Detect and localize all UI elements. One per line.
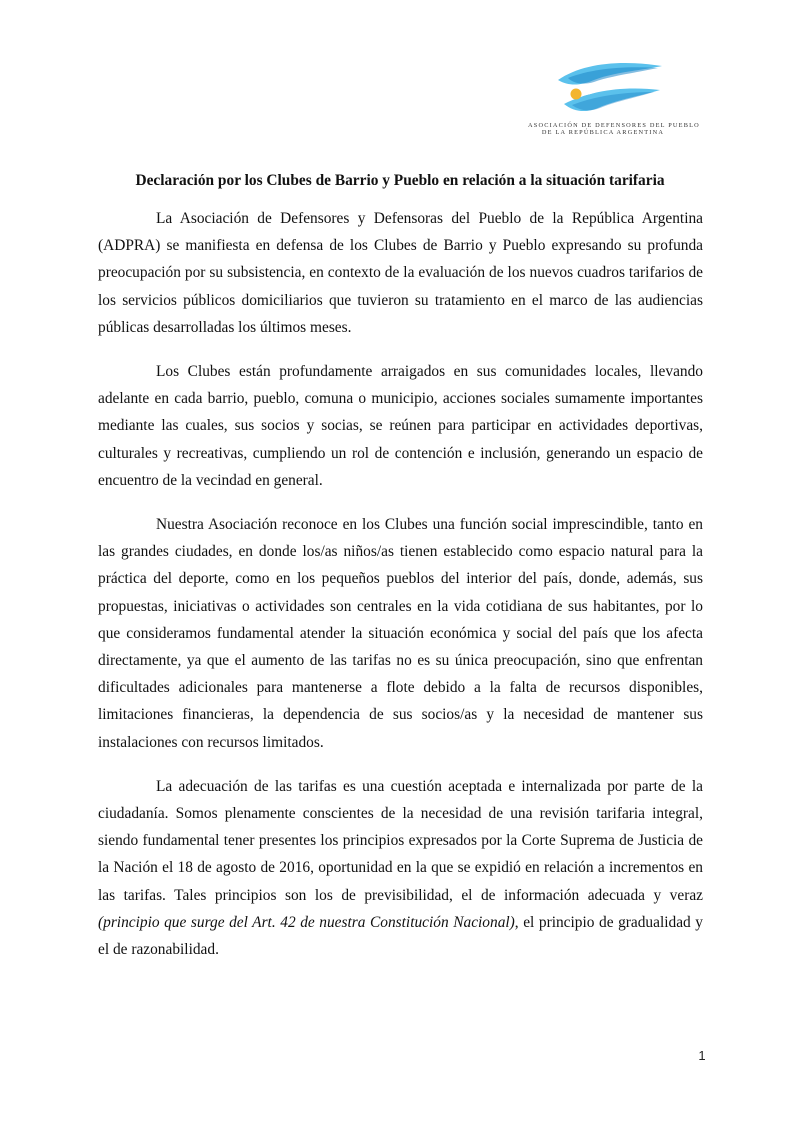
paragraph-4-text-after: , el principio de gradualidad y el de razonabilidad. [98, 913, 703, 959]
adpra-logo-icon [554, 60, 664, 120]
page-number: 1 [698, 1048, 706, 1063]
paragraph-3: Nuestra Asociación reconoce en los Clubes una función social imprescindible, tanto en las grandes ciudades, en donde los/as niños/as tienen establecido como espacio natural para la práctica del deporte, como en los pequeños pueblos del interior del país, donde, además, sus propuestas, iniciativas o actividades son centrales en la vida cotidiana de sus habitantes, por lo que consideramos fundamental atender la situación económica y social del país que los afecta directamente, ya que el aumento de las tarifas no es su única preocupación, sino que enfrentan dificultades adicionales para mantenerse a flote debido a la falta de recursos disponibles, limitaciones financieras, la dependencia de sus socios/as y la necesidad de mantener sus instalaciones con recursos limitados. [98, 516, 703, 751]
paragraph-2: Los Clubes están profundamente arraigados en sus comunidades locales, llevando adelante en cada barrio, pueblo, comuna o municipio, acciones sociales sumamente importantes mediante las cuales, sus socios y socias, se reúnen para participar en actividades deportivas, culturales y recreativas, cumpliendo un rol de contención e inclusión, generando un espacio de encuentro de la vecindad en general. [98, 363, 703, 489]
paragraph-4 [98, 773, 703, 963]
paragraph-1: La Asociación de Defensores y Defensoras del Pueblo de la República Argentina (ADPRA) se manifiesta en defensa de los Clubes de Barrio y Pueblo expresando su profunda preocupación por su subsistencia, en contexto de la evaluación de los nuevos cuadros tarifarios de los servicios públicos domiciliarios que tuvieron su tratamiento en el marco de las audiencias públicas desarrolladas los últimos meses. [98, 210, 703, 336]
logo-text-line1: ASOCIACIÓN DE DEFENSORES DEL PUEBLO [528, 122, 700, 129]
sun-icon [571, 89, 582, 100]
adpra-logo [528, 60, 700, 142]
paragraph-4-text-before: La adecuación de las tarifas es una cuestión aceptada e internalizada por parte de la ciudadanía. Somos plenamente conscientes de la necesidad de una revisión tarifaria integral, siendo fundamental tener presentes los principios expresados por la Corte Suprema de Justicia de la Nación el 18 de agosto de 2016, oportunidad en la que se expidió en relación a incrementos en las tarifas. Tales principios son los de previsibilidad, el de información adecuada y veraz [98, 777, 703, 904]
document-body [98, 205, 703, 980]
paragraph-4-italic-note: (principio que surge del Art. 42 de nuestra Constitución Nacional) [98, 913, 515, 931]
logo-text-line2: DE LA REPÚBLICA ARGENTINA [541, 129, 665, 136]
document-title: Declaración por los Clubes de Barrio y Pueblo en relación a la situación tarifaria [135, 172, 665, 189]
